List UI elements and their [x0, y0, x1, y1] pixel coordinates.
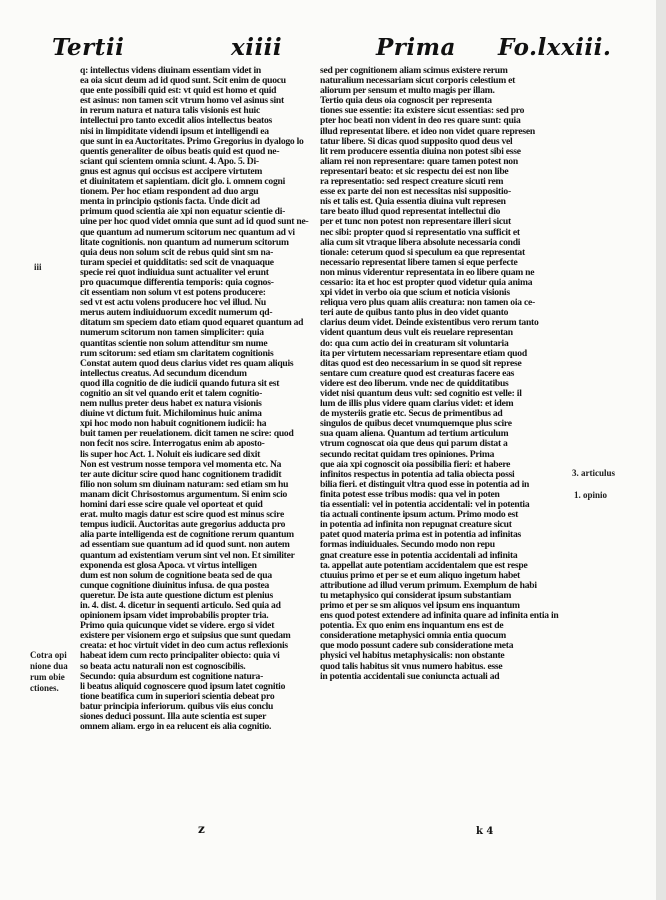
text-line: videre est deo liberum. vnde nec de quidditatibus	[320, 378, 509, 389]
text-line: primo et per se sm aliquos vel ipsum ens inquantum	[320, 600, 520, 611]
text-line: ditas quod est deo necessarium in se quod sit represe	[320, 358, 522, 369]
text-line: patet quod materia prima est in potentia ad infinitas	[320, 530, 522, 541]
text-line: xpi videt in verbo oia que scium et noticia visionis	[320, 288, 510, 299]
text-line: potentia. Ex quo enim ens inquantum ens est de	[320, 621, 504, 632]
text-line: intellectus creatus. Ad secundum dicendum	[80, 368, 247, 379]
text-line: finita potest esse tribus modis: qua vel in poten	[320, 489, 500, 500]
text-line: quod talis habitus sit vnus numero habitus. esse	[320, 661, 503, 672]
text-line: ra representatio: sed respect creature sicuti rem	[320, 177, 504, 188]
text-line: sciant qui scientem omnia sciunt. 4. Apo. 5. Di-	[80, 156, 259, 167]
text-line: representari beato: et sic respectu dei est non libe	[320, 166, 509, 177]
text-line: attributione ad illud verum primum. Exemplum de habi	[320, 580, 537, 591]
text-line: tatur libere. Si dicas quod supposito quod deus vel	[320, 136, 513, 147]
text-line: manam dicit Chrisostomus argumentum. Si enim scio	[80, 489, 288, 500]
text-line: creata: et hoc virtuit videt in deo cum actus reflexionis	[80, 641, 288, 652]
header-center-right: Prima	[376, 34, 456, 61]
text-line: que aia xpi cognoscit oia possibilia fieri: et habere	[320, 459, 511, 470]
text-line: filio non solum sm diuinam naturam: sed etiam sm hu	[80, 479, 289, 490]
text-line: Constat autem quod deus clarius videt res quam aliquis	[80, 358, 294, 369]
text-line: buit tamen per reuelationem. dicit tamen ne scire: quod	[80, 429, 294, 440]
text-line: quantitas scientie non solum attenditur sm nume	[80, 338, 268, 349]
text-line: est asinus: non tamen scit vtrum homo vel asinus sint	[80, 96, 284, 107]
text-line: necessario representat libere tamen si eque perfecte	[320, 257, 518, 268]
text-line: alia parte intelligenda est de cognitione rerum quantum	[80, 530, 294, 541]
text-line: tione beatifica cum in superiori scientia debeat pro	[80, 691, 275, 702]
text-line: numerum scitorum non tamen simpliciter: quia	[80, 328, 264, 339]
text-line: non minus viderentur representata in eo libere quam ne	[320, 267, 535, 278]
text-line: bilia fieri. et distinguit vltra quod esse in potentia ad in	[320, 479, 530, 490]
text-line: non fecit nos scire. Interrogatus enim ab aposto-	[80, 439, 265, 450]
text-line: tia essentiali: vel in potentia accidentali: vel in potentia	[320, 500, 530, 511]
text-line: in potentia ad infinita non repugnat creature sicut	[320, 520, 512, 531]
text-line: in. 4. dist. 4. dicetur in sequenti articulo. Sed quia ad	[80, 600, 281, 611]
text-line: de mysteriis gratie etc. Secus de primentibus ad	[320, 409, 503, 420]
text-line: Primo quia quicunque videt se videre. ergo si videt	[80, 621, 275, 632]
text-line: naturalium necessariam sicut corporis celestium et	[320, 76, 516, 87]
text-line: in potentia accidentali sue coniuncta actuali ad	[320, 671, 500, 682]
text-line: tu metaphysico qui considerat ipsum substantiam	[320, 590, 512, 601]
text-line: ita per virtutem necessariam representare etiam quod	[320, 348, 527, 359]
margin-note-left-top: iii	[34, 262, 42, 272]
text-line: teri aute de quibus tanto plus in deo videt quanto	[320, 308, 509, 319]
margin-note-right-2: 1. opinio	[574, 490, 608, 500]
text-line: nis et talis est. Quia essentia diuina vult represen	[320, 197, 506, 208]
text-line: tionale: ceterum quod si speculum ea que representat	[320, 247, 525, 258]
text-line: specie rei quot indiuidua sunt actualiter vel erunt	[80, 267, 269, 278]
text-line: ter aute dicitur scire quod hanc cognitionem tradidit	[80, 469, 282, 480]
text-line: ta. appellat aute potentiam accidentalem que est respe	[320, 560, 528, 571]
text-line: secundo recitat quidam tres opiniones. Prima	[320, 449, 495, 460]
header-right: Fo.lxxiii.	[498, 34, 612, 61]
margin-note-left-block: Cotra opi nione dua rum obie ctiones.	[30, 650, 68, 693]
text-line: per et tunc non potest non representare illeri sicut	[320, 217, 511, 228]
text-line: pter hoc beati non vident in deo res quare sunt: quia	[320, 116, 521, 127]
text-line: primum quod scientia aie xpi non equatur scientie di-	[80, 207, 286, 218]
text-line: physici vel habitus metaphysicalis: non obstante	[320, 651, 505, 662]
text-line: cunque cognitione diuinitus infusa. de qua postea	[80, 580, 270, 591]
text-line: gnus est agnus qui occisus est accipere virtutem	[80, 166, 263, 177]
text-line: clarius deum videt. Deinde existentibus vero rerum tanto	[320, 318, 539, 329]
text-line: aliorum per sensum et multo magis per illam.	[320, 86, 495, 97]
text-line: tia actuali continente ipsum actum. Primo modo est	[320, 510, 519, 521]
text-line: sua quam aliena. Quantum ad tertium articulum	[320, 429, 509, 440]
text-line: formas indiuiduales. Secundo modo non repu	[320, 540, 495, 551]
text-line: ctuuius primo et per se et eum aliquo ingetum habet	[320, 570, 520, 581]
text-line: quantum ad existentiam verum sint vel non. Et similiter	[80, 550, 295, 561]
text-line: so beata actu naturali non est cognoscibilis.	[80, 661, 246, 672]
left-text-column	[80, 66, 331, 822]
text-line: vident quantum deus vult eis reuelare representan	[320, 328, 513, 339]
text-line: ditatum sm speciem dato etiam quod equaret quantum ad	[80, 318, 304, 329]
text-line: ad essentiam sue quantum ad id quod sunt. non autem	[80, 540, 290, 551]
text-line: nec sibi: propter quod si representatio vna sufficit et	[320, 227, 520, 238]
text-line: alia cum sit vtraque libera absolute necessaria condi	[320, 237, 521, 248]
text-line: nisi in limpiditate videndi ipsum et intelligendi ea	[80, 126, 269, 137]
text-line: que ente possibili quid est: vt quid est homo et quid	[80, 86, 277, 97]
text-line: habeat idem cum recto principaliter obiecto: quia vi	[80, 651, 280, 662]
text-line: litate cognitionis. non quantum ad numerum scitorum	[80, 237, 289, 248]
text-line: ea oia sicut deum ad id quod sunt. Scit enim de quocu	[80, 76, 286, 87]
text-line: nem nullus preter deus habet ex natura visionis	[80, 399, 262, 410]
text-line: ens quod potest extendere ad infinita quare ad infinita entia in	[320, 611, 559, 622]
text-line: tare beato illud quod representat intellectui dio	[320, 207, 501, 218]
text-line: siones deduci possunt. Illa aute scientia est super	[80, 712, 267, 722]
text-line: dum est non solum de cognitione beata sed de qua	[80, 570, 272, 581]
text-line: merus autem indiuiduorum excedit numerum qd-	[80, 308, 273, 319]
text-line: existere per visionem ergo et suipsius que sunt quedam	[80, 631, 291, 642]
header-center-left: xiiii	[231, 34, 283, 61]
text-line: pro quacumque differentia temporis: quia cognos-	[80, 277, 274, 288]
text-line: uine per hoc quod videt omnia que sunt ad id quod sunt ne-	[80, 217, 309, 228]
text-line: cessario: ita et hoc est propter quod videtur quia anima	[320, 277, 533, 288]
text-line: menta in principio qstionis facta. Unde dicit ad	[80, 197, 260, 208]
text-line: do: qua cum actio dei in creaturam sit voluntaria	[320, 338, 509, 349]
text-line: que modo possunt cadere sub consideratione meta	[320, 641, 514, 652]
text-line: gnat creature esse in potentia accidentali ad infinita	[320, 550, 518, 561]
text-line: homini dari esse scire quale vel oporteat et quid	[80, 500, 263, 511]
text-line: lum de illis plus videre quam clarius videt: et idem	[320, 399, 514, 410]
text-line: opinionem ipsam videt improbabilis propter tria.	[80, 611, 269, 622]
text-line: lis super hoc Act. 1. Noluit eis iudicare sed dixit	[80, 449, 261, 460]
text-line: lit rem producere essentia diuina non potest sibi esse	[320, 146, 521, 157]
text-line: sentare cum creature quod est creaturas facere eas	[320, 368, 515, 379]
text-line: xpi hoc modo non habuit cognitionem iudicii: ha	[80, 419, 267, 430]
text-line: rum scitorum: sed etiam sm claritatem cognitionis	[80, 348, 274, 359]
page-edge-shadow	[656, 0, 666, 900]
text-line: quentis generaliter de oibus beatis quid est quod ne-	[80, 146, 280, 157]
text-line: quod illa cognitio de die iudicii quando futura sit est	[80, 378, 280, 389]
header-left: Tertii	[52, 34, 125, 61]
text-line: Tertio quia deus oia cognoscit per representa	[320, 96, 492, 107]
text-line: diuine vt dictum fuit. Michilominus huic anima	[80, 409, 262, 420]
text-line: Non est vestrum nosse tempora vel momenta etc. Na	[80, 459, 282, 470]
text-line: batur principia inferiorum. quibus viis eius conclu	[80, 701, 274, 712]
text-line: sed vt est actu volens producere hoc vel illud. Nu	[80, 298, 266, 309]
text-line: cit essentiam non solum vt est potens producere:	[80, 288, 266, 299]
text-line: q: intellectus videns diuinam essentiam videt in	[80, 66, 261, 76]
text-line: aliam rei non representare: quare tamen potest non	[320, 156, 518, 167]
text-line: tiones sue essentie: ita existere sicut essentias: sed pro	[320, 106, 525, 117]
text-line: et diuinitatem et sapientiam. dicit glo. i. omnem cogni	[80, 177, 286, 188]
text-line: intellectui pro tanto excedit alios intellectus beatos	[80, 116, 273, 127]
signature-mark-left: z	[198, 822, 205, 836]
text-line: li beatus aliquid cognoscere quod ipsum latet cognitio	[80, 681, 286, 692]
text-line: reliqua vero plus quam aliis creatura: non tamen oia ce-	[320, 298, 535, 309]
text-line: quia deus non solum scit de rebus quid sint sm na-	[80, 247, 274, 258]
text-line: consideratione metaphysici omnia entia quocum	[320, 631, 506, 642]
text-line: que quantum ad numerum scitorum nec quantum ad vi	[80, 227, 295, 238]
right-text-column	[320, 66, 571, 822]
text-line: tempus iudicii. Auctoritas aute gregorius adducta pro	[80, 520, 286, 531]
text-line: exponenda est glosa Apoca. vt virtus intelligen	[80, 560, 257, 571]
text-line: infinitos respectus in potentia ad talia obiecta possi	[320, 469, 515, 480]
text-line: erat. multo magis datur est scire quod est minus scire	[80, 510, 284, 521]
signature-mark-right: k 4	[476, 826, 494, 837]
text-line: esse ex parte dei non est necessitas nisi suppositio-	[320, 187, 511, 198]
text-line: cognitio an sit vel quando erit et talem cognitio-	[80, 389, 263, 399]
text-line: vtrum cognoscat oia que deus qui parum distat a	[320, 439, 508, 450]
text-line: omnem aliam. ergo in ea relucent eis alia cognitio.	[80, 722, 272, 733]
text-line: tionem. Per hoc etiam respondent ad duo argu	[80, 187, 259, 198]
text-line: illud representat libere. et ideo non videt quare represen	[320, 126, 535, 137]
margin-note-right-1: 3. articulus	[572, 468, 616, 478]
text-line: singulos de quibus decet vnumquemque plus scire	[320, 419, 512, 430]
text-line: Secundo: quia absurdum est cognitione natura-	[80, 671, 264, 682]
text-line: que sunt in ea Auctoritates. Primo Gregorius in dyalogo lo	[80, 136, 304, 147]
text-line: videt nisi quantum deus vult: sed cognitio est velle: il	[320, 389, 522, 399]
text-line: queretur. De ista aute questione dictum est plenius	[80, 590, 273, 601]
text-line: turam speciei et quidditatis: sed scit de vnaquaque	[80, 257, 274, 268]
text-line: in rerum natura et natura talis visionis est huic	[80, 106, 260, 117]
text-line: sed per cognitionem aliam scimus existere rerum	[320, 66, 508, 76]
